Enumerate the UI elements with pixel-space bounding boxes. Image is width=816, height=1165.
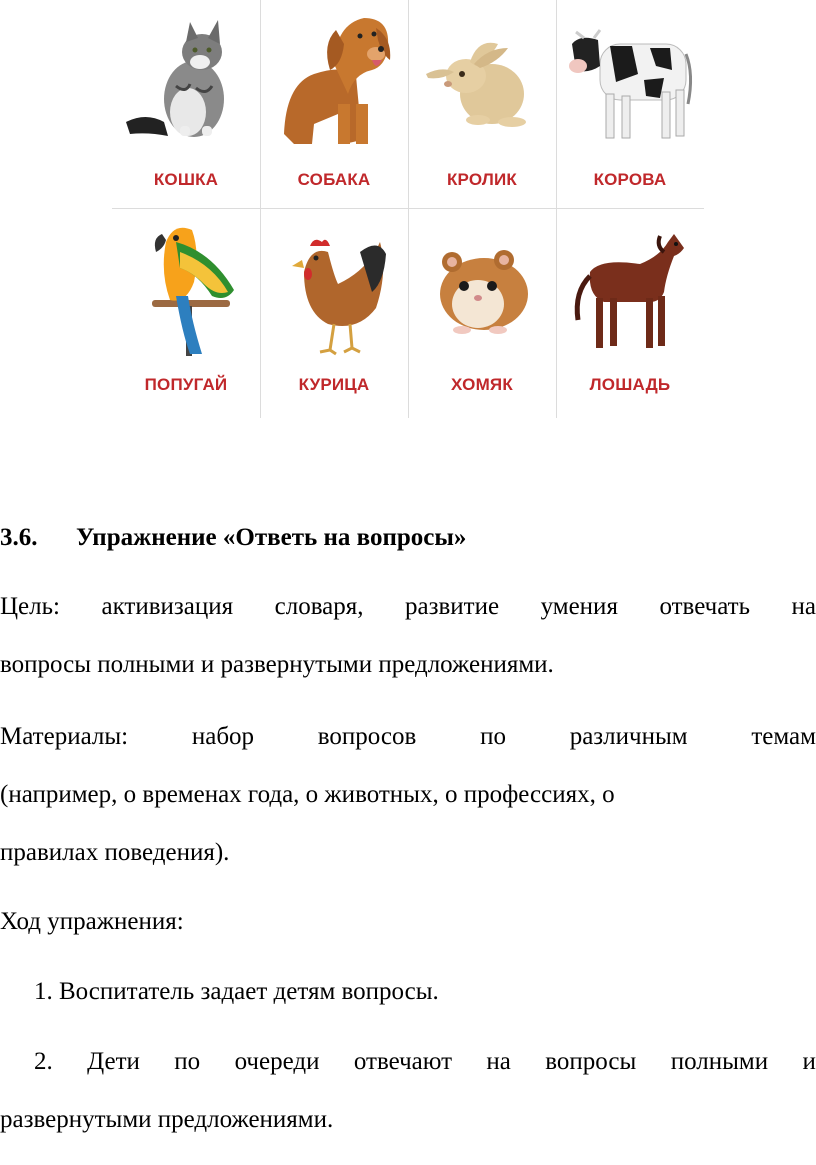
animal-label: СОБАКА — [297, 170, 371, 189]
word: 2. — [34, 1048, 53, 1075]
card-cow — [556, 0, 704, 208]
word: отвечать — [659, 593, 751, 620]
word: на — [486, 1048, 511, 1075]
parrot-image — [116, 212, 256, 362]
animal-label: ПОПУГАЙ — [144, 375, 228, 394]
word: на — [791, 593, 816, 620]
materials-line-1 — [0, 708, 816, 766]
horse-image — [560, 212, 700, 362]
card-cat — [112, 0, 260, 208]
word: набор — [191, 723, 255, 750]
section-number: 3.6. — [0, 524, 38, 551]
word: различным — [569, 723, 688, 750]
materials-line-3: правилах поведения). — [0, 839, 230, 866]
card-horse — [556, 208, 704, 416]
word: активизация — [101, 593, 234, 620]
materials-line-2: (например, о временах года, о животных, о профессиях, о — [0, 781, 615, 808]
word: вопросы — [545, 1048, 637, 1075]
word: очереди — [234, 1048, 320, 1075]
word: отвечают — [353, 1048, 453, 1075]
card-rabbit — [408, 0, 556, 208]
animal-label: КОШКА — [153, 170, 219, 189]
word: по — [480, 723, 506, 750]
word: Материалы: — [0, 723, 129, 750]
animal-label: КОРОВА — [593, 170, 667, 189]
word: словаря, — [274, 593, 364, 620]
animal-cards-grid — [112, 0, 704, 418]
word: Цель: — [0, 593, 60, 620]
section-title: Упражнение «Ответь на вопросы» — [76, 524, 467, 551]
word: и — [802, 1048, 816, 1075]
word: вопросов — [317, 723, 417, 750]
word: Дети — [87, 1048, 140, 1075]
goal-line-2: вопросы полными и развернутыми предложениями. — [0, 651, 554, 678]
word: по — [174, 1048, 201, 1075]
cat-image — [116, 4, 256, 154]
procedure-heading: Ход упражнения: — [0, 908, 184, 935]
card-parrot — [112, 208, 260, 416]
chicken-image — [264, 212, 404, 362]
word: развитие — [405, 593, 500, 620]
cow-image — [560, 4, 700, 154]
step2-line-1 — [0, 1033, 816, 1091]
dog-image — [264, 4, 404, 154]
animal-label: КУРИЦА — [298, 375, 370, 394]
word: умения — [540, 593, 618, 620]
goal-line-1 — [0, 578, 816, 636]
word: полными — [670, 1048, 769, 1075]
procedure-step-2 — [0, 1033, 816, 1149]
card-hamster — [408, 208, 556, 416]
card-dog — [260, 0, 408, 208]
rabbit-image — [412, 4, 552, 154]
hamster-image — [412, 212, 552, 362]
animal-label: ЛОШАДЬ — [589, 375, 671, 394]
word: темам — [751, 723, 816, 750]
section-heading — [0, 518, 466, 558]
step2-line-2: развернутыми предложениями. — [0, 1106, 334, 1133]
animal-label: ХОМЯК — [451, 375, 513, 394]
materials-paragraph — [0, 708, 816, 882]
goal-paragraph — [0, 578, 816, 694]
animal-label: КРОЛИК — [446, 170, 517, 189]
procedure-step-1: 1. Воспитатель задает детям вопросы. — [34, 978, 439, 1005]
card-chicken — [260, 208, 408, 416]
